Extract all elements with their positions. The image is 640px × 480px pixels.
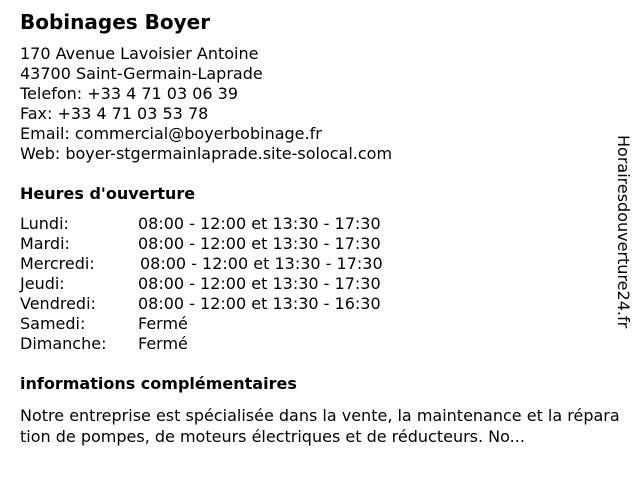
time-range: 08:00 - 12:00 et 13:30 - 17:30 [138,214,381,233]
phone-number: Telefon: +33 4 71 03 06 39 [20,84,239,103]
website-address: Web: boyer-stgermainlaprade.site-solocal.com [20,144,393,163]
time-range: Fermé [138,334,188,353]
day-label: Vendredi: [20,294,96,313]
day-label: Dimanche: [20,334,107,353]
day-label: Jeudi: [20,274,65,293]
site-watermark: Horairesdouverture24.fr [614,135,633,329]
day-label: Samedi: [20,314,86,333]
business-description: Notre entreprise est spécialisée dans la vente, la maintenance et la réparation de pompes, de moteurs électriques et de réducteurs. No... [20,406,620,446]
day-label: Mercredi: [20,254,95,273]
day-label: Mardi: [20,234,70,253]
address-city: 43700 Saint-Germain-Laprade [20,64,263,83]
day-label: Lundi: [20,214,69,233]
address-street: 170 Avenue Lavoisier Antoine [20,44,259,63]
time-range: Fermé [138,314,188,333]
contact-block [20,44,392,164]
time-range: 08:00 - 12:00 et 13:30 - 17:30 [140,254,383,273]
opening-hours-heading: Heures d'ouverture [20,184,196,203]
time-range: 08:00 - 12:00 et 13:30 - 17:30 [138,234,381,253]
additional-info-heading: informations complémentaires [20,374,297,393]
time-range: 08:00 - 12:00 et 13:30 - 17:30 [138,274,381,293]
business-name: Bobinages Boyer [20,10,211,34]
fax-number: Fax: +33 4 71 03 53 78 [20,104,209,123]
time-range: 08:00 - 12:00 et 13:30 - 16:30 [138,294,381,313]
email-address: Email: commercial@boyerbobinage.fr [20,124,322,143]
